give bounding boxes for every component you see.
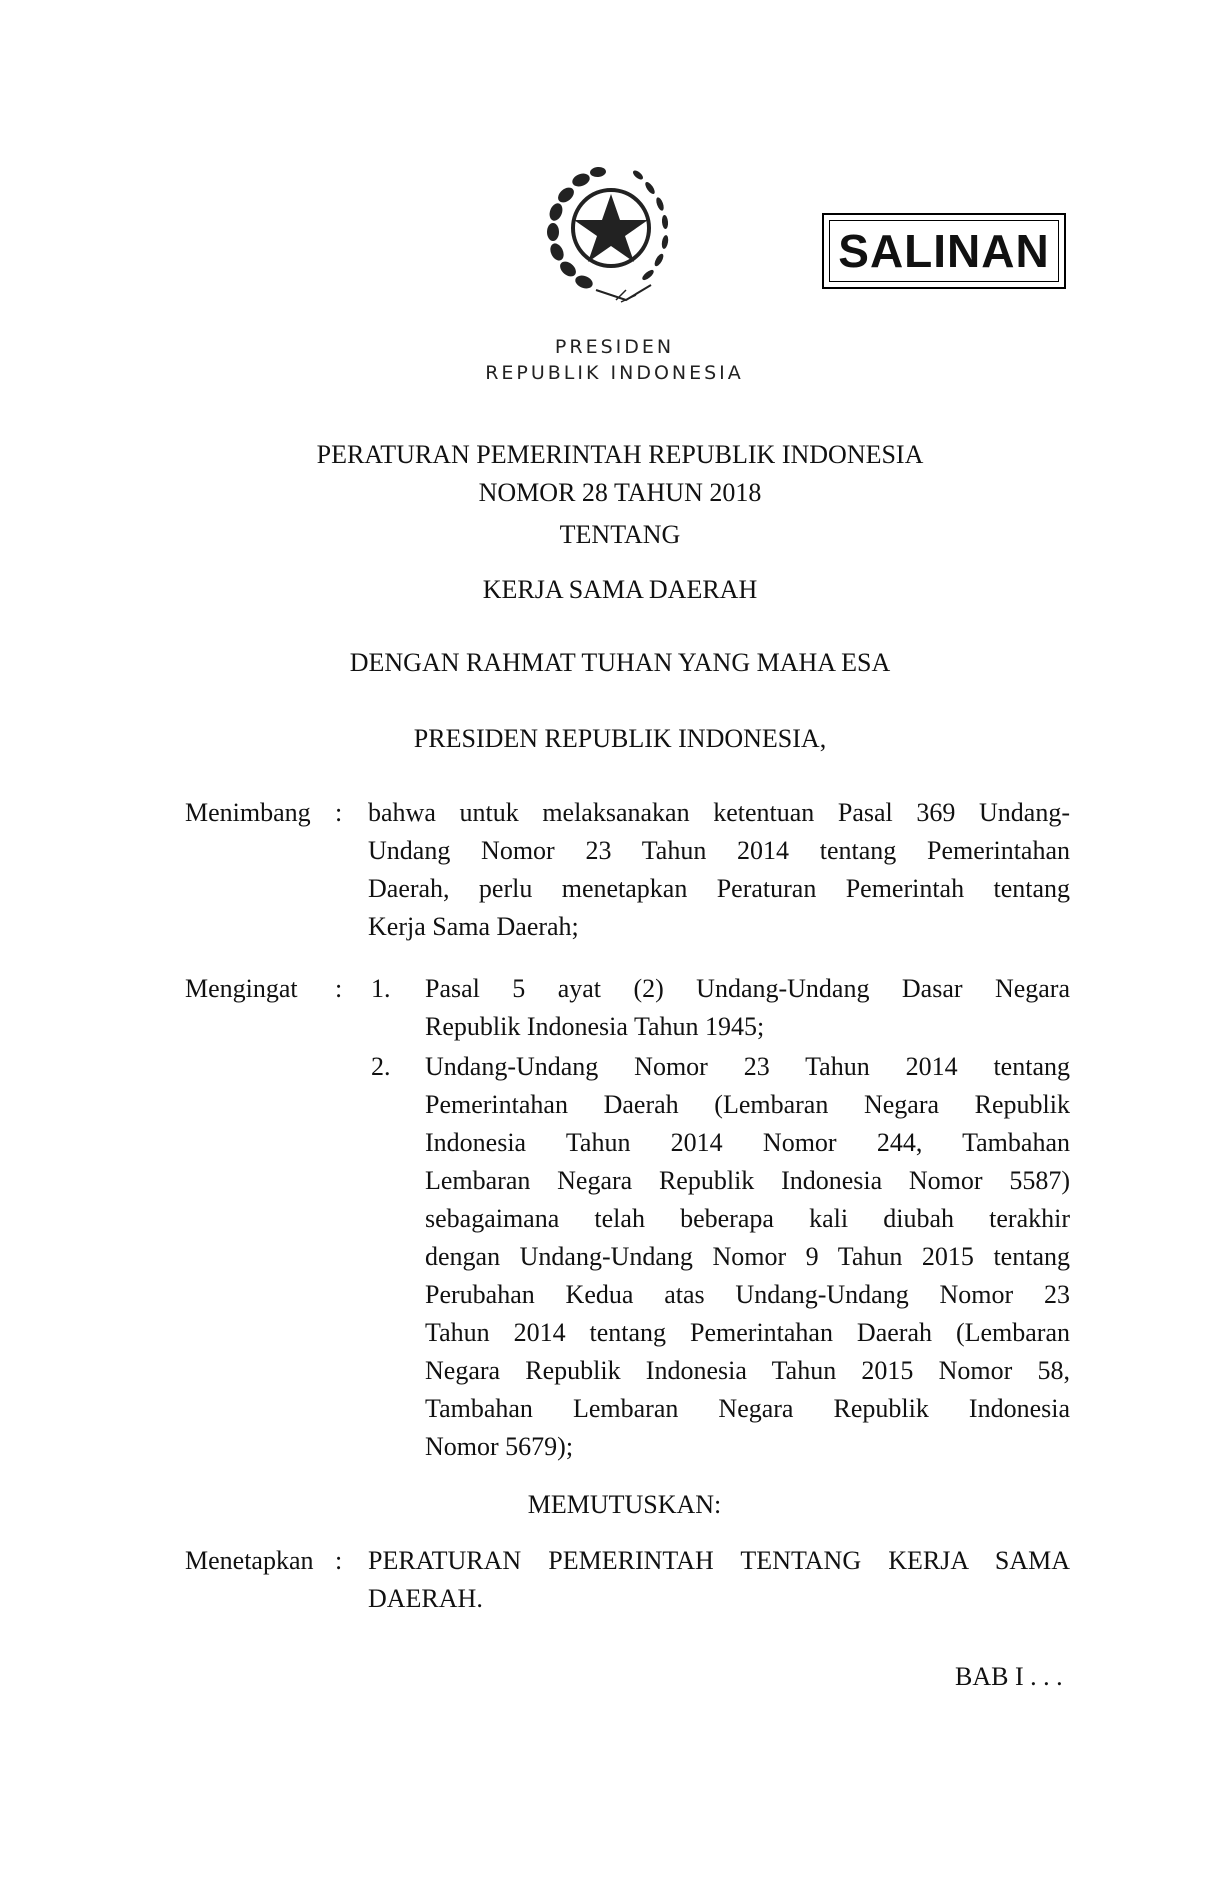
menimbang-label: Menimbang [185, 798, 311, 827]
menimbang-line: Undang Nomor 23 Tahun 2014 tentang Pemerintahan [368, 836, 1070, 865]
salinan-stamp [822, 213, 1066, 289]
mengingat-line: Negara Republik Indonesia Tahun 2015 Nomor 58, [425, 1356, 1070, 1385]
presidential-emblem-icon [526, 150, 696, 310]
menetapkan-colon: : [335, 1546, 343, 1575]
mengingat-line: Pasal 5 ayat (2) Undang-Undang Dasar Negara [425, 974, 1070, 1003]
mengingat-line: Lembaran Negara Republik Indonesia Nomor 5587) [425, 1166, 1070, 1195]
mengingat-item-number: 2. [371, 1052, 391, 1081]
menimbang-line: Daerah, perlu menetapkan Peraturan Pemerintah tentang [368, 874, 1070, 903]
mengingat-line: Nomor 5679); [425, 1432, 574, 1461]
menetapkan-line: DAERAH. [368, 1584, 483, 1613]
mengingat-line: Tambahan Lembaran Negara Republik Indonesia [425, 1394, 1070, 1423]
regulation-tentang: TENTANG [559, 520, 681, 549]
menetapkan-text [368, 1542, 1070, 1618]
menimbang-colon: : [335, 798, 343, 827]
mengingat-line: Indonesia Tahun 2014 Nomor 244, Tambahan [425, 1128, 1070, 1157]
menimbang-line: bahwa untuk melaksanakan ketentuan Pasal 369 Undang- [368, 798, 1070, 827]
issuer-line-2: REPUBLIK INDONESIA [485, 362, 744, 384]
mengingat-line: Perubahan Kedua atas Undang-Undang Nomor 23 [425, 1280, 1070, 1309]
mengingat-line: dengan Undang-Undang Nomor 9 Tahun 2015 tentang [425, 1242, 1070, 1271]
mengingat-line: Tahun 2014 tentang Pemerintahan Daerah (Lembaran [425, 1318, 1070, 1347]
mengingat-line: Undang-Undang Nomor 23 Tahun 2014 tentang [425, 1052, 1070, 1081]
regulation-number: NOMOR 28 TAHUN 2018 [478, 478, 762, 507]
mengingat-item-2 [425, 1048, 1070, 1466]
invocation-line: DENGAN RAHMAT TUHAN YANG MAHA ESA [349, 648, 891, 677]
mengingat-colon: : [335, 974, 343, 1003]
menimbang-line: Kerja Sama Daerah; [368, 912, 579, 941]
memutuskan-heading: MEMUTUSKAN: [527, 1490, 722, 1519]
mengingat-line: Pemerintahan Daerah (Lembaran Negara Republik [425, 1090, 1070, 1119]
regulation-title: PERATURAN PEMERINTAH REPUBLIK INDONESIA [316, 440, 924, 469]
regulation-subject: KERJA SAMA DAERAH [482, 575, 758, 604]
mengingat-item-number: 1. [371, 974, 391, 1003]
continuation-marker: BAB I . . . [955, 1662, 1063, 1691]
menetapkan-line: PERATURAN PEMERINTAH TENTANG KERJA SAMA [368, 1546, 1070, 1575]
issuer-line-1: PRESIDEN [554, 336, 675, 358]
menimbang-text [368, 794, 1070, 946]
menetapkan-label: Menetapkan [185, 1546, 314, 1575]
president-line: PRESIDEN REPUBLIK INDONESIA, [413, 724, 827, 753]
mengingat-line: Republik Indonesia Tahun 1945; [425, 1012, 765, 1041]
mengingat-label: Mengingat [185, 974, 298, 1003]
mengingat-item-1 [425, 970, 1070, 1046]
mengingat-line: sebagaimana telah beberapa kali diubah terakhir [425, 1204, 1070, 1233]
salinan-stamp-text: SALINAN [829, 220, 1059, 282]
